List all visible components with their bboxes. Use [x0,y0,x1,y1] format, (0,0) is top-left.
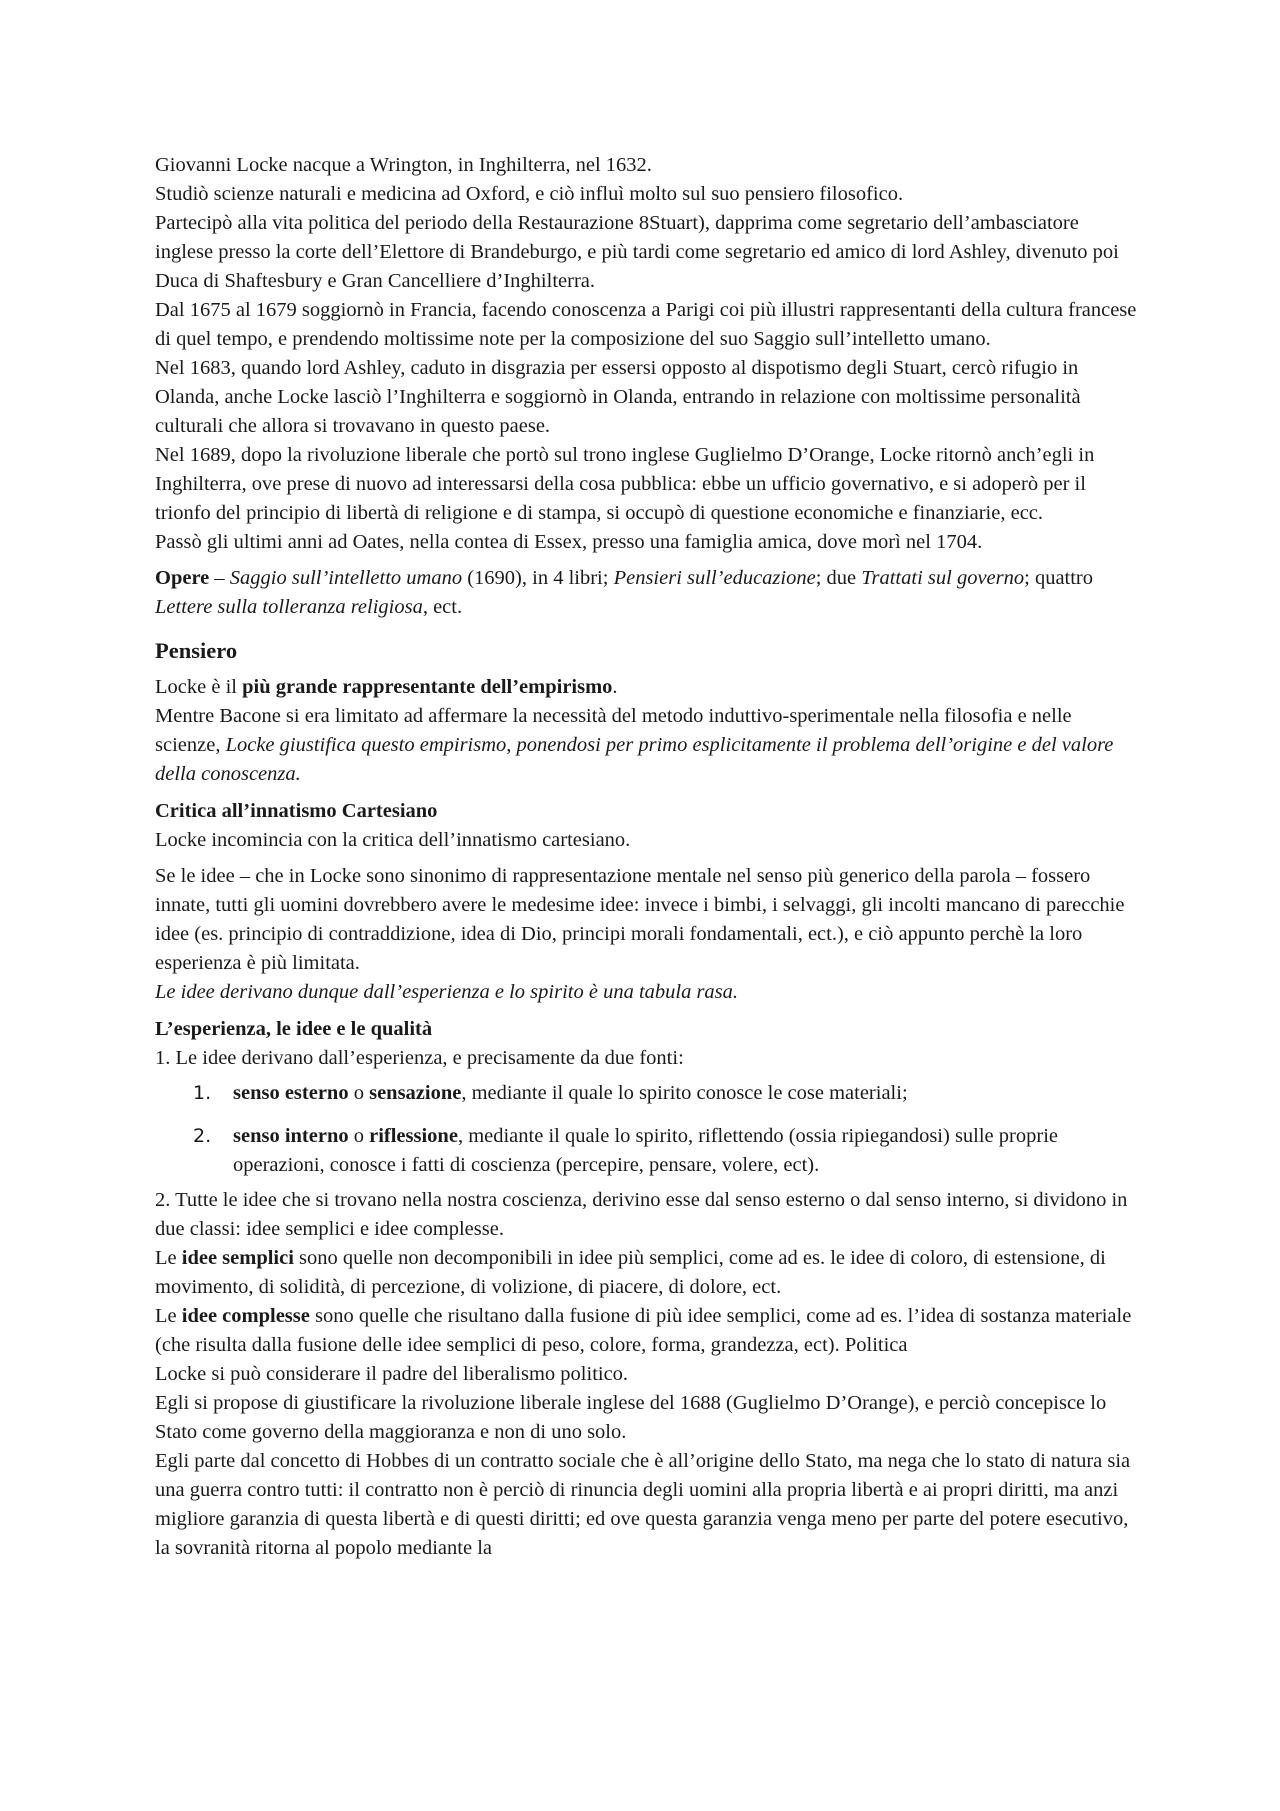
pensiero-intro-text: Locke è il [155,676,243,698]
idee-complesse-paragraph [155,1302,1140,1360]
bio-paragraph: Passò gli ultimi anni ad Oates, nella contea di Essex, presso una famiglia amica, dove morì nel 1704. [155,531,983,553]
idee-semplici-paragraph [155,1244,1140,1302]
paragraph-text: Le [155,1305,182,1327]
bio-paragraph: Dal 1675 al 1679 soggiornò in Francia, facendo conoscenza a Parigi coi più illustri rappresentanti della cultura francese di quel tempo, e prendendo moltissime note per la composizione del suo Saggio sull’intelletto umano. [155,299,1137,350]
pensiero-intro [155,673,1140,702]
critica-paragraph: Locke incomincia con la critica dell’innatismo cartesiano. [155,829,631,851]
opere-work: Pensieri sull’educazione [613,567,816,589]
opere-text: ; due [815,567,862,589]
bio-paragraph: Giovanni Locke nacque a Wrington, in Inghilterra, nel 1632. [155,154,652,176]
esperienza-paragraph: 2. Tutte le idee che si trovano nella nostra coscienza, derivino esse dal senso esterno o dal senso interno, si dividono in due classi: idee semplici e idee complesse. [155,1189,1128,1240]
pensiero-intro-bold: più grande rappresentante dell’empirismo [242,676,613,698]
opere-work: Trattati sul governo [861,567,1025,589]
opere-dash: – [209,567,230,589]
opere-work: Saggio sull’intelletto umano [229,567,463,589]
politica-paragraph: Egli si propose di giustificare la rivoluzione liberale inglese del 1688 (Guglielmo D’Orange), e perciò concepisce lo Stato come governo della maggioranza e non di uno solo. [155,1392,1107,1443]
esperienza-paragraph: 1. Le idee derivano dall’esperienza, e precisamente da due fonti: [155,1047,684,1069]
list-item-text: o [348,1082,370,1104]
sources-list [155,1079,1140,1180]
politica-paragraph: Locke si può considerare il padre del liberalismo politico. [155,1363,629,1385]
list-item-text: o [348,1125,370,1147]
bio-paragraph: Nel 1689, dopo la rivoluzione liberale che portò sul trono inglese Guglielmo D’Orange, Locke ritornò anch’egli in Inghilterra, ove prese di nuovo ad interessarsi della cosa pubblica: ebbe un ufficio governativo, e si adoperò per il trionfo del principio di libertà di religione e di stampa, si occupò di questione economiche e finanziarie, ecc. [155,444,1095,524]
list-number: 2. [193,1125,212,1147]
opere-text: ; quattro [1024,567,1094,589]
list-item-bold: senso esterno [233,1082,349,1104]
pensiero-bacone-text: Mentre Bacone si era limitato ad affermare la necessità del metodo induttivo-sperimentale nella filosofia e nelle scienze, [155,705,1072,756]
paragraph-text: sono quelle non decomponibili in idee più semplici, come ad es. le idee di coloro, di estensione, di movimento, di solidità, di percezione, di volizione, di piacere, di dolore, ect. [155,1247,1106,1298]
pensiero-bacone-italic: Locke giustifica questo empirismo, ponendosi per primo esplicitamente il problema dell’origine e del valore della conoscenza. [155,734,1114,785]
critica-italic-paragraph [155,978,1140,1007]
list-item-bold: senso interno [233,1125,349,1147]
critica-italic-text: Le idee derivano dunque dall’esperienza e lo spirito è una tabula rasa. [155,981,739,1003]
list-item [155,1122,1140,1180]
politica-paragraph: Egli parte dal concetto di Hobbes di un contratto sociale che è all’origine dello Stato, ma nega che lo stato di natura sia una guerra contro tutti: il contratto non è perciò di rinuncia degli uomini alla propria libertà e ai propri diritti, ma anzi migliore garanzia di questa libertà e di questi diritti; ed ove questa garanzia venga meno per parte del potere esecutivo, la sovranità ritorna al popolo mediante la [155,1450,1131,1559]
opere-text: (1690), in 4 libri; [462,567,614,589]
opere-text: , ect. [422,596,463,618]
section-heading-esperienza: L’esperienza, le idee e le qualità [155,1018,433,1040]
list-item [155,1079,1140,1108]
section-heading-critica: Critica all’innatismo Cartesiano [155,800,438,822]
list-item-bold: sensazione [369,1082,462,1104]
bio-paragraph: Nel 1683, quando lord Ashley, caduto in disgrazia per essersi opposto al dispotismo degli Stuart, cercò rifugio in Olanda, anche Locke lasciò l’Inghilterra e soggiornò in Olanda, entrando in relazione con moltissime personalità culturali che allora si trovavano in questo paese. [155,357,1081,437]
section-heading-pensiero: Pensiero [155,638,238,663]
opere-label: Opere [155,567,210,589]
pensiero-bacone [155,702,1140,789]
opere-work: Lettere sulla tolleranza religiosa [155,596,423,618]
list-item-bold: riflessione [369,1125,458,1147]
opere-paragraph [155,564,1140,622]
paragraph-bold: idee semplici [181,1247,294,1269]
list-item-text: , mediante il quale lo spirito conosce le cose materiali; [461,1082,908,1104]
paragraph-text: Le [155,1247,182,1269]
list-item-text: , mediante il quale lo spirito, riflettendo (ossia ripiegandosi) sulle proprie operazioni, conosce i fatti di coscienza (percepire, pensare, volere, ect). [233,1125,1058,1176]
bio-paragraph: Studiò scienze naturali e medicina ad Oxford, e ciò influì molto sul suo pensiero filosofico. [155,183,904,205]
bio-paragraph: Partecipò alla vita politica del periodo della Restaurazione 8Stuart), dapprima come segretario dell’ambasciatore inglese presso la corte dell’Elettore di Brandeburgo, e più tardi come segretario ed amico di lord Ashley, divenuto poi Duca di Shaftesbury e Gran Cancelliere d’Inghilterra. [155,212,1119,292]
document-page [155,151,1140,1563]
paragraph-bold: idee complesse [181,1305,310,1327]
paragraph-text: sono quelle che risultano dalla fusione di più idee semplici, come ad es. l’idea di sostanza materiale (che risulta dalla fusione delle idee semplici di peso, colore, forma, grandezza, ect). Politica [155,1305,1132,1356]
critica-paragraph: Se le idee – che in Locke sono sinonimo di rappresentazione mentale nel senso più generico della parola – fossero innate, tutti gli uomini dovrebbero avere le medesime idee: invece i bimbi, i selvaggi, gli incolti mancano di parecchie idee (es. principio di contraddizione, idea di Dio, principi morali fondamentali, ect.), e ciò appunto perchè la loro esperienza è più limitata. [155,865,1125,974]
pensiero-intro-text: . [612,676,618,698]
list-number: 1. [193,1082,212,1104]
